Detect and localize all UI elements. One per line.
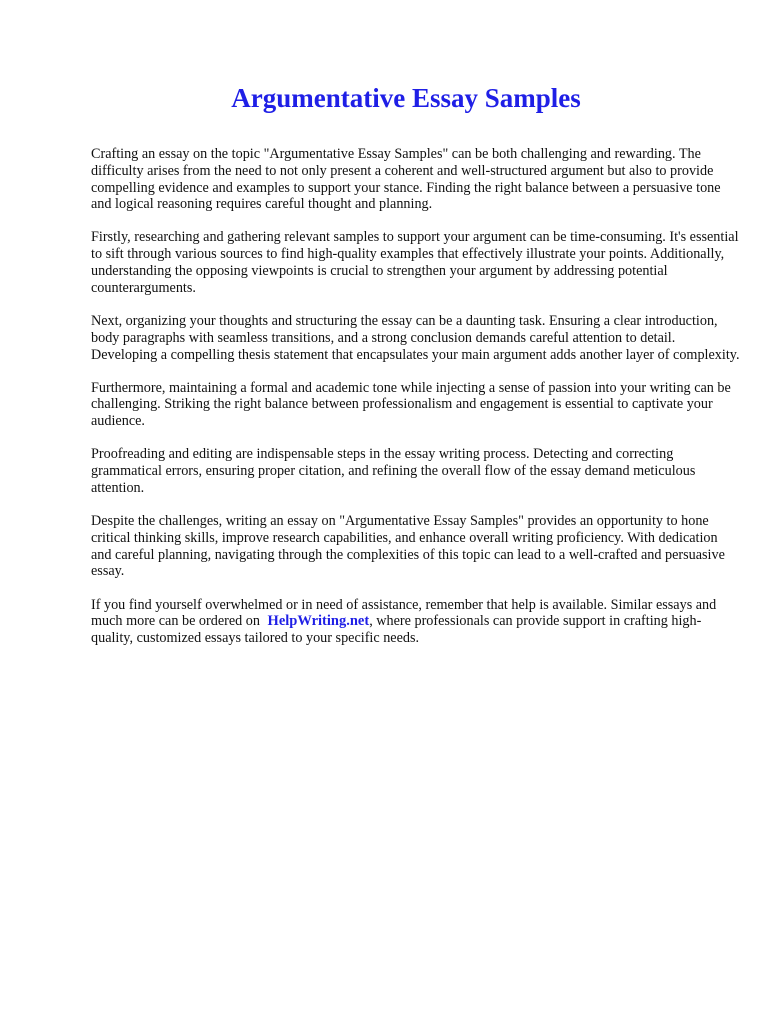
paragraph-closing: [91, 597, 741, 647]
closing-text-after-link: , where professionals can provide support in crafting high-quality, customized essays tailored to your specific needs.: [91, 613, 702, 647]
paragraph-proofreading: Proofreading and editing are indispensable steps in the essay writing process. Detecting and correcting grammatical errors, ensuring proper citation, and refining the overall flow of the essay demand meticulous attention.: [91, 446, 696, 496]
document-body: [91, 146, 741, 663]
paragraph-conclusion: Despite the challenges, writing an essay on "Argumentative Essay Samples" provides an opportunity to hone critical thinking skills, improve research capabilities, and enhance overall writing proficiency. With dedication and careful planning, navigating through the complexities of this topic can lead to a well-crafted and persuasive essay.: [91, 513, 725, 580]
document-title: Argumentative Essay Samples: [231, 83, 581, 113]
paragraph-research: Firstly, researching and gathering relevant samples to support your argument can be time-consuming. It's essential to sift through various sources to find high-quality examples that effectively illustrate your points. Additionally, understanding the opposing viewpoints is crucial to strengthen your argument by addressing potential counterarguments.: [91, 229, 739, 296]
closing-text-before-link: If you find yourself overwhelmed or in need of assistance, remember that help is available. Similar essays and much more can be ordered on: [91, 596, 717, 630]
paragraph-tone: Furthermore, maintaining a formal and academic tone while injecting a sense of passion into your writing can be challenging. Striking the right balance between professionalism and engagement is essential to captivate your audience.: [91, 379, 731, 430]
paragraph-intro: Crafting an essay on the topic "Argumentative Essay Samples" can be both challenging and rewarding. The difficulty arises from the need to not only present a coherent and well-structured argument but also to provide compelling evidence and examples to support your stance. Finding the right balance between a persuasive tone and logical reasoning requires careful thought and planning.: [91, 146, 721, 213]
paragraph-organizing: Next, organizing your thoughts and structuring the essay can be a daunting task. Ensuring a clear introduction, body paragraphs with seamless transitions, and a strong conclusion demands careful attention to detail. Developing a compelling thesis statement that encapsulates your main argument adds another layer of complexity.: [91, 312, 740, 363]
helpwriting-link[interactable]: HelpWriting.net: [267, 613, 370, 630]
